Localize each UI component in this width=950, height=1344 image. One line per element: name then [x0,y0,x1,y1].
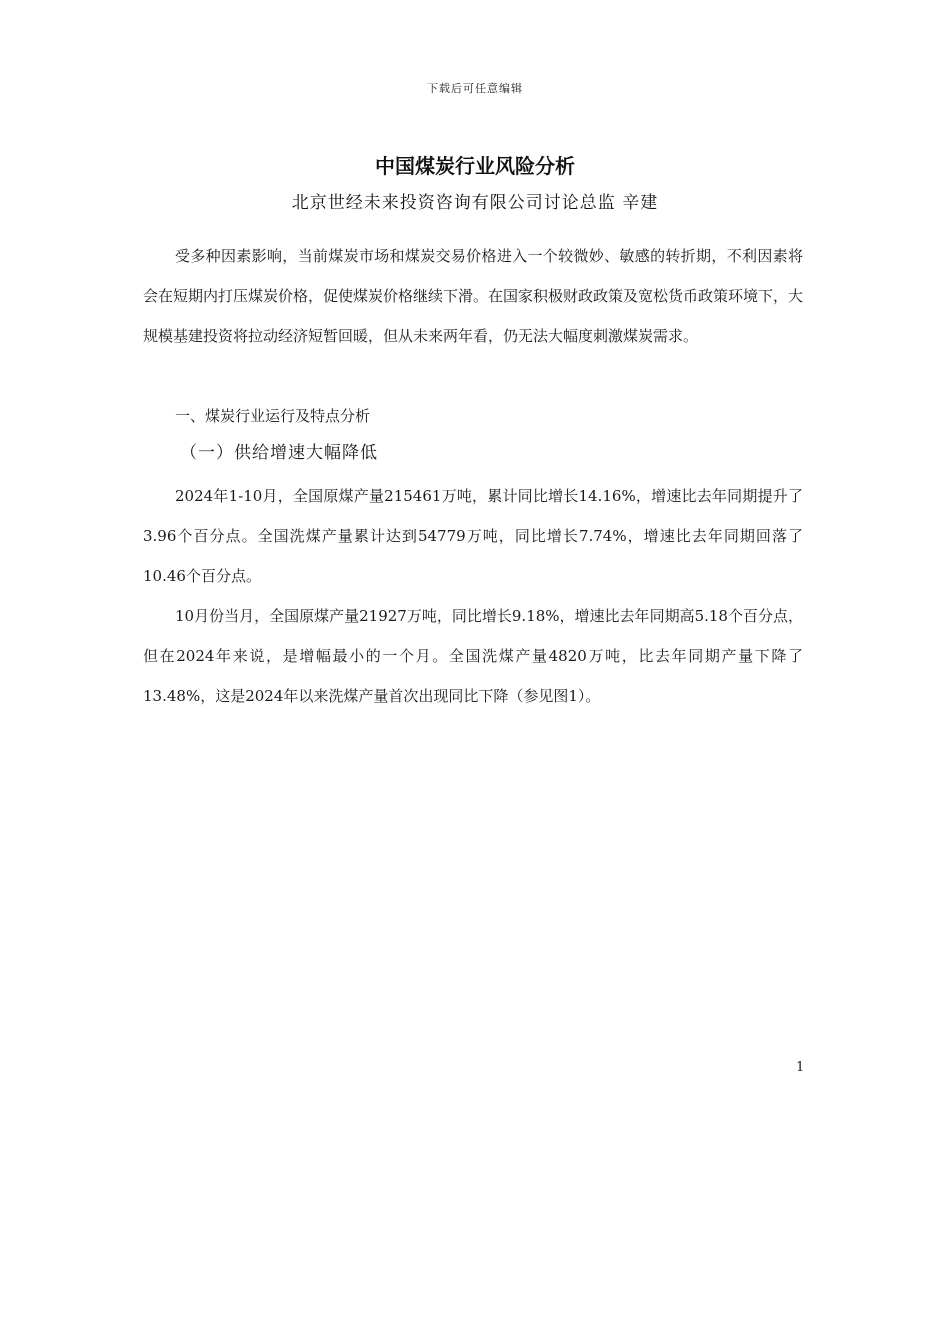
header-note: 下载后可任意编辑 [427,82,523,95]
supply-paragraph-1: 2024年1-10月，全国原煤产量215461万吨，累计同比增长14.16%，增速比去年同期提升了3.96个百分点。全国洗煤产量累计达到54779万吨，同比增长7.74%，增速比去年同期回落了10.46个百分点。 [143,487,803,585]
section-heading: 一、煤炭行业运行及特点分析 [175,407,371,425]
page-number: 1 [796,1060,805,1075]
intro-paragraph: 受多种因素影响，当前煤炭市场和煤炭交易价格进入一个较微妙、敏感的转折期，不利因素将会在短期内打压煤炭价格，促使煤炭价格继续下滑。在国家积极财政政策及宽松货币政策环境下，大规模基建投资将拉动经济短暂回暖，但从未来两年看，仍无法大幅度刺激煤炭需求。 [143,247,804,345]
document-subtitle: 北京世经未来投资咨询有限公司讨论总监 辛建 [291,193,659,213]
document-title: 中国煤炭行业风险分析 [375,154,575,178]
supply-paragraph-2: 10月份当月，全国原煤产量21927万吨，同比增长9.18%，增速比去年同期高5.18个百分点，但在2024年来说，是增幅最小的一个月。全国洗煤产量4820万吨，比去年同期产量下降了13.48%，这是2024年以来洗煤产量首次出现同比下降（参见图1）。 [143,607,803,705]
subsection-heading: （一）供给增速大幅降低 [180,443,378,463]
